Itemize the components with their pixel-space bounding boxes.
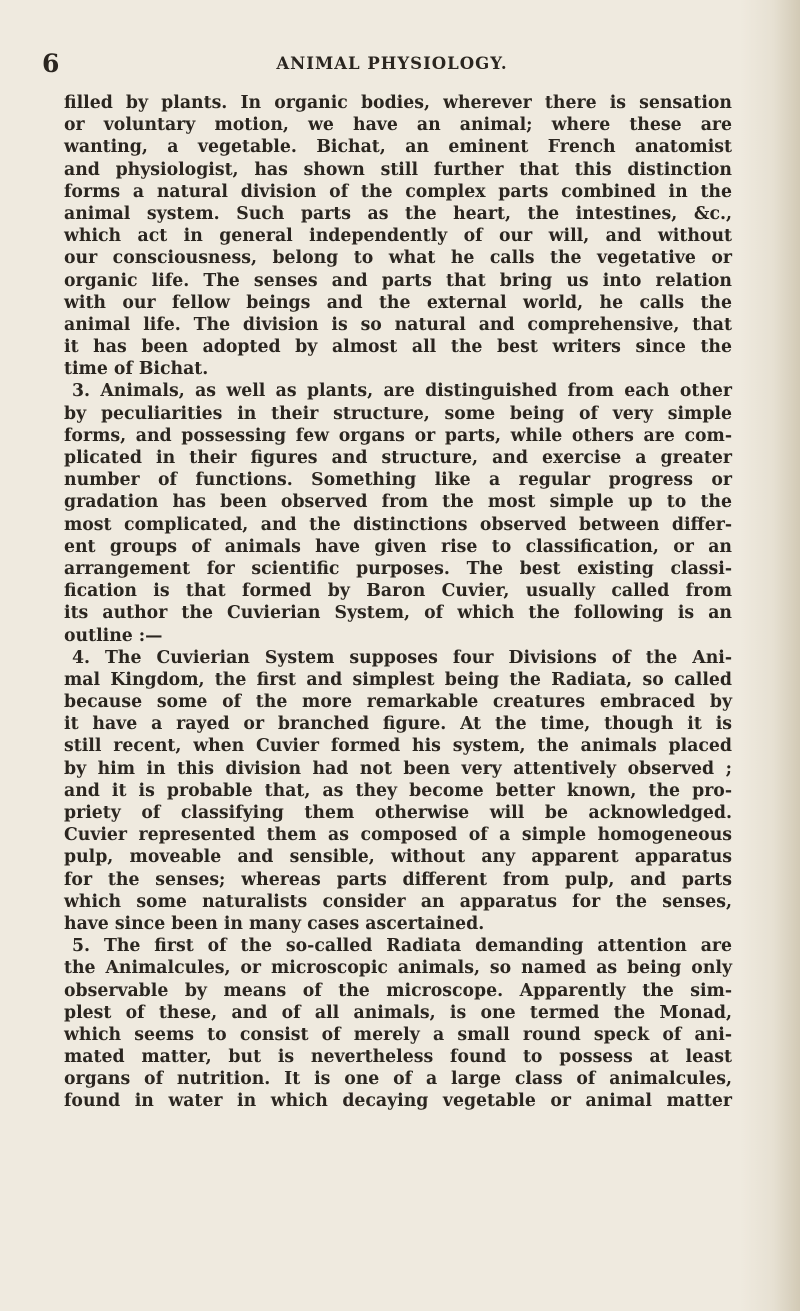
text-line: for the senses; whereas parts different from pulp, and parts xyxy=(64,869,732,890)
page-number: 6 xyxy=(42,49,60,78)
text-line: with our fellow beings and the external world, he calls the xyxy=(64,292,732,313)
text-line: fication is that formed by Baron Cuvier, usually called from xyxy=(64,581,732,602)
paragraph-5-start: 5. The first of the so-called Radiata demanding attention are xyxy=(72,936,732,957)
text-line: number of functions. Something like a regular progress or xyxy=(64,470,732,491)
text-line: which act in general independently of our will, and without xyxy=(64,226,732,247)
text-line: outline :— xyxy=(64,625,163,646)
text-line: it have a rayed or branched figure. At the time, though it is xyxy=(64,714,732,735)
text-line: still recent, when Cuvier formed his system, the animals placed xyxy=(64,736,732,757)
text-line: mated matter, but is nevertheless found to possess at least xyxy=(64,1047,732,1068)
text-line: forms, and possessing few organs or parts, while others are com- xyxy=(64,425,732,446)
text-line: which seems to consist of merely a small round speck of ani- xyxy=(64,1024,732,1045)
text-line: gradation has been observed from the most simple up to the xyxy=(64,492,732,513)
text-line: time of Bichat. xyxy=(64,359,209,380)
text-line: animal life. The division is so natural and comprehensive, that xyxy=(64,314,732,335)
text-line: plest of these, and of all animals, is one termed the Monad, xyxy=(64,1002,732,1023)
text-line: which some naturalists consider an apparatus for the senses, xyxy=(64,891,732,912)
text-line: or voluntary motion, we have an animal; where these are xyxy=(64,115,732,136)
text-line: our consciousness, belong to what he calls the vegetative or xyxy=(64,248,732,269)
text-line: organs of nutrition. It is one of a large class of animalcules, xyxy=(64,1069,732,1090)
text-line: plicated in their figures and structure, and exercise a greater xyxy=(64,448,732,468)
text-line: organic life. The senses and parts that bring us into relation xyxy=(64,270,732,291)
text-line: have since been in many cases ascertained. xyxy=(64,913,485,934)
text-line: found in water in which decaying vegetable or animal matter xyxy=(64,1091,732,1112)
text-line: arrangement for scientific purposes. The best existing classi- xyxy=(64,558,732,579)
text-line: its author the Cuvierian System, of which the following is an xyxy=(64,603,732,624)
paragraph-4-start: 4. The Cuvierian System supposes four Divisions of the Ani- xyxy=(72,647,732,668)
running-head: ANIMAL PHYSIOLOGY. xyxy=(276,54,508,73)
text-line: filled by plants. In organic bodies, wherever there is sensation xyxy=(64,93,732,113)
text-line: mal Kingdom, the first and simplest being the Radiata, so called xyxy=(64,669,732,690)
text-line: animal system. Such parts as the heart, the intestines, &c., xyxy=(64,203,732,224)
text-line: ent groups of animals have given rise to classification, or an xyxy=(64,536,732,557)
text-line: and physiologist, has shown still further that this distinction xyxy=(64,159,732,180)
text-line: wanting, a vegetable. Bichat, an eminent French anatomist xyxy=(64,137,732,158)
page-header xyxy=(42,49,742,79)
paragraph-3-start: 3. Animals, as well as plants, are distinguished from each other xyxy=(72,381,732,402)
text-line: observable by means of the microscope. Apparently the sim- xyxy=(64,980,732,1001)
text-line: forms a natural division of the complex parts combined in the xyxy=(64,181,732,202)
text-line: most complicated, and the distinctions observed between differ- xyxy=(64,514,732,535)
text-line: because some of the more remarkable creatures embraced by xyxy=(64,692,732,713)
text-line: priety of classifying them otherwise will be acknowledged. xyxy=(64,803,732,823)
text-line: by him in this division had not been very attentively observed ; xyxy=(64,758,732,779)
page-edge-shadow xyxy=(740,0,800,1311)
text-line: pulp, moveable and sensible, without any apparent apparatus xyxy=(64,847,732,868)
text-line: by peculiarities in their structure, some being of very simple xyxy=(64,403,732,424)
text-line: and it is probable that, as they become better known, the pro- xyxy=(64,780,732,801)
text-line: Cuvier represented them as composed of a simple homogeneous xyxy=(64,825,732,846)
body-text xyxy=(64,92,732,1113)
text-line: it has been adopted by almost all the best writers since the xyxy=(64,337,732,358)
text-line: the Animalcules, or microscopic animals, so named as being only xyxy=(64,958,732,979)
